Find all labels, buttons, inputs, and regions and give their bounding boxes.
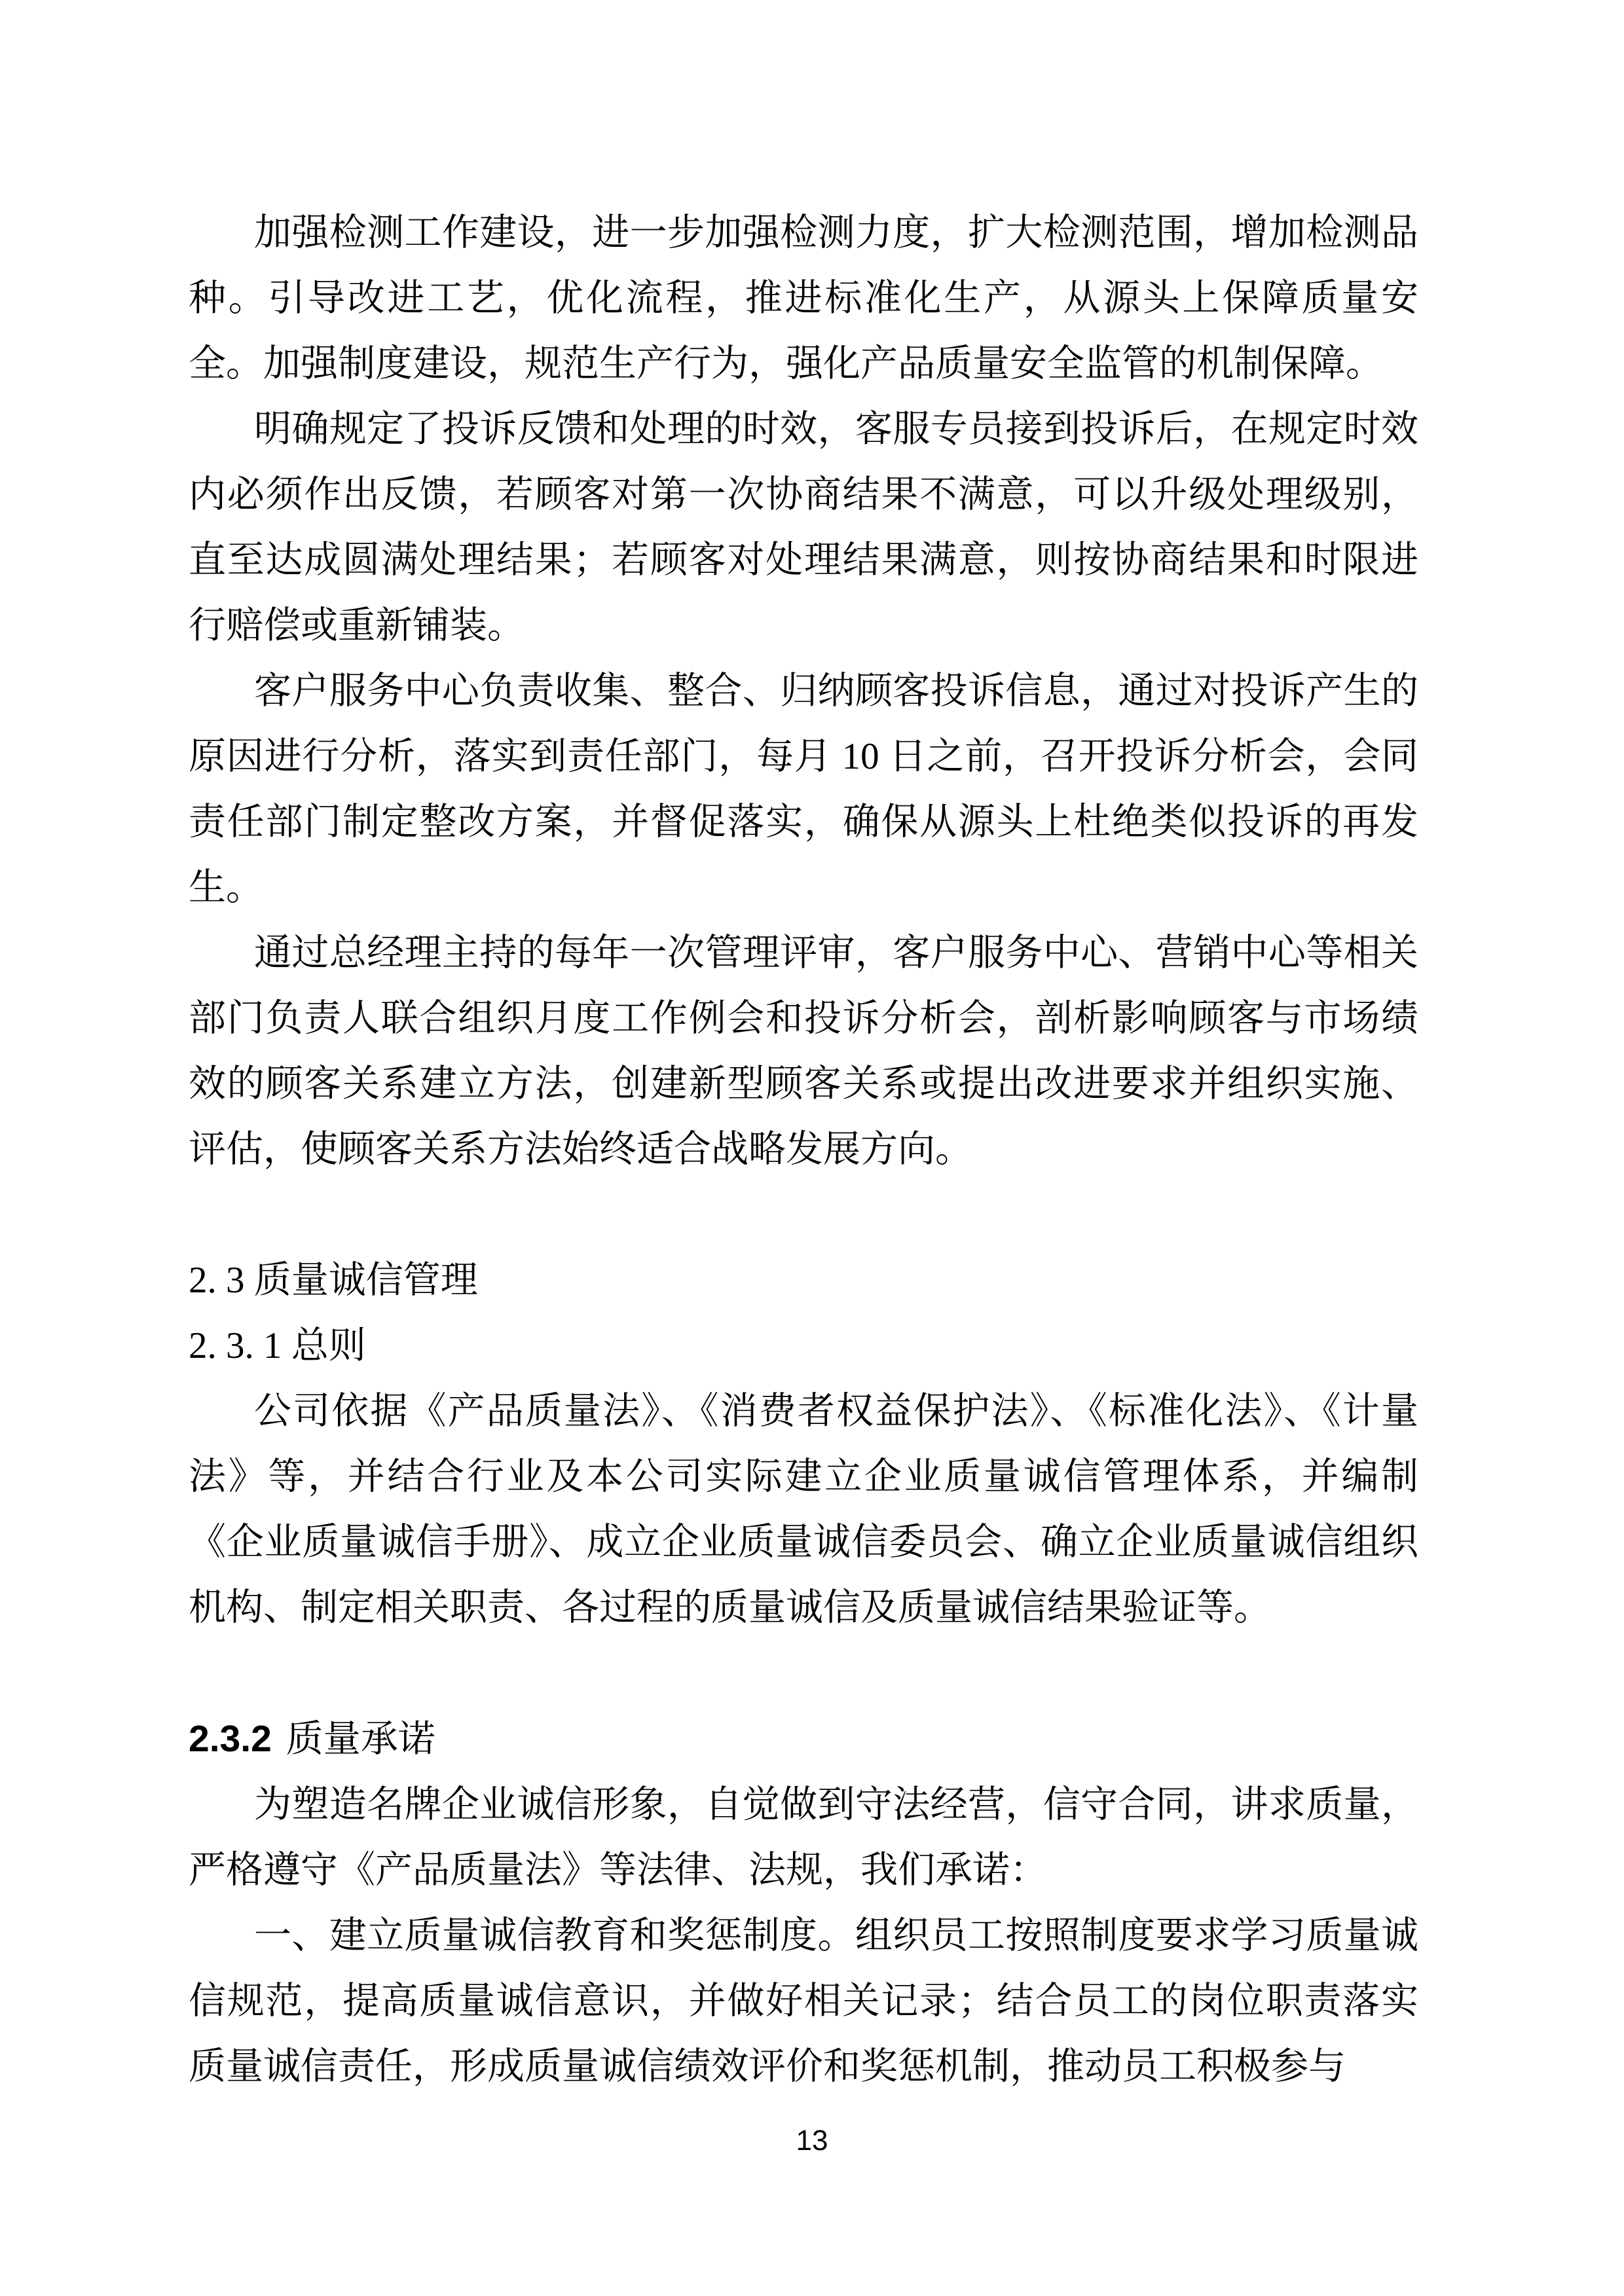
section-heading-2-3-2-number: 2.3.2 — [189, 1718, 272, 1760]
paragraph-quality-commitment-intro: 为塑造名牌企业诚信形象，自觉做到守法经营，信守合同，讲求质量，严格遵守《产品质量法》等法律、法规，我们承诺： — [189, 1784, 1418, 1891]
paragraph-complaint-feedback: 明确规定了投诉反馈和处理的时效，客服专员接到投诉后，在规定时效内必须作出反馈，若顾客对第一次协商结果不满意，可以升级处理级别，直至达成圆满处理结果；若顾客对处理结果满意，则按协商结果和时限进行赔偿或重新铺装。 — [189, 409, 1418, 646]
paragraph-customer-service-center: 客户服务中心负责收集、整合、归纳顾客投诉信息，通过对投诉产生的原因进行分析，落实到责任部门，每月 10 日之前，召开投诉分析会，会同责任部门制定整改方案，并督促落实，确保从源头上杜绝类似投诉的再发生。 — [189, 670, 1418, 908]
blank-line — [189, 1641, 1418, 1706]
page-body-text — [189, 200, 1418, 2100]
blank-line — [189, 1182, 1418, 1248]
paragraph-general-principles: 公司依据《产品质量法》、《消费者权益保护法》、《标准化法》、《计量法》等，并结合行业及本公司实际建立企业质量诚信管理体系，并编制《企业质量诚信手册》、成立企业质量诚信委员会、确立企业质量诚信组织机构、制定相关职责、各过程的质量诚信及质量诚信结果验证等。 — [189, 1391, 1418, 1628]
section-heading-2-3-1: 2. 3. 1 总则 — [189, 1325, 366, 1366]
paragraph-inspection-building: 加强检测工作建设，进一步加强检测力度，扩大检测范围，增加检测品种。引导改进工艺，优化流程，推进标准化生产，从源头上保障质量安全。加强制度建设，规范生产行为，强化产品质量安全监管的机制保障。 — [189, 212, 1418, 384]
section-heading-2-3-2-label: 质量承诺 — [286, 1719, 435, 1760]
paragraph-management-review: 通过总经理主持的每年一次管理评审，客户服务中心、营销中心等相关部门负责人联合组织月度工作例会和投诉分析会，剖析影响顾客与市场绩效的顾客关系建立方法，创建新型顾客关系或提出改进要求并组织实施、评估，使顾客关系方法始终适合战略发展方向。 — [189, 932, 1418, 1170]
section-heading-2-3: 2. 3 质量诚信管理 — [189, 1260, 478, 1301]
page-number: 13 — [796, 2124, 828, 2157]
paragraph-commitment-item-one: 一、建立质量诚信教育和奖惩制度。组织员工按照制度要求学习质量诚信规范，提高质量诚信意识，并做好相关记录；结合员工的岗位职责落实质量诚信责任，形成质量诚信绩效评价和奖惩机制，推动员工积极参与 — [189, 1915, 1418, 2087]
section-heading-2-3-2 — [189, 1706, 1418, 1772]
